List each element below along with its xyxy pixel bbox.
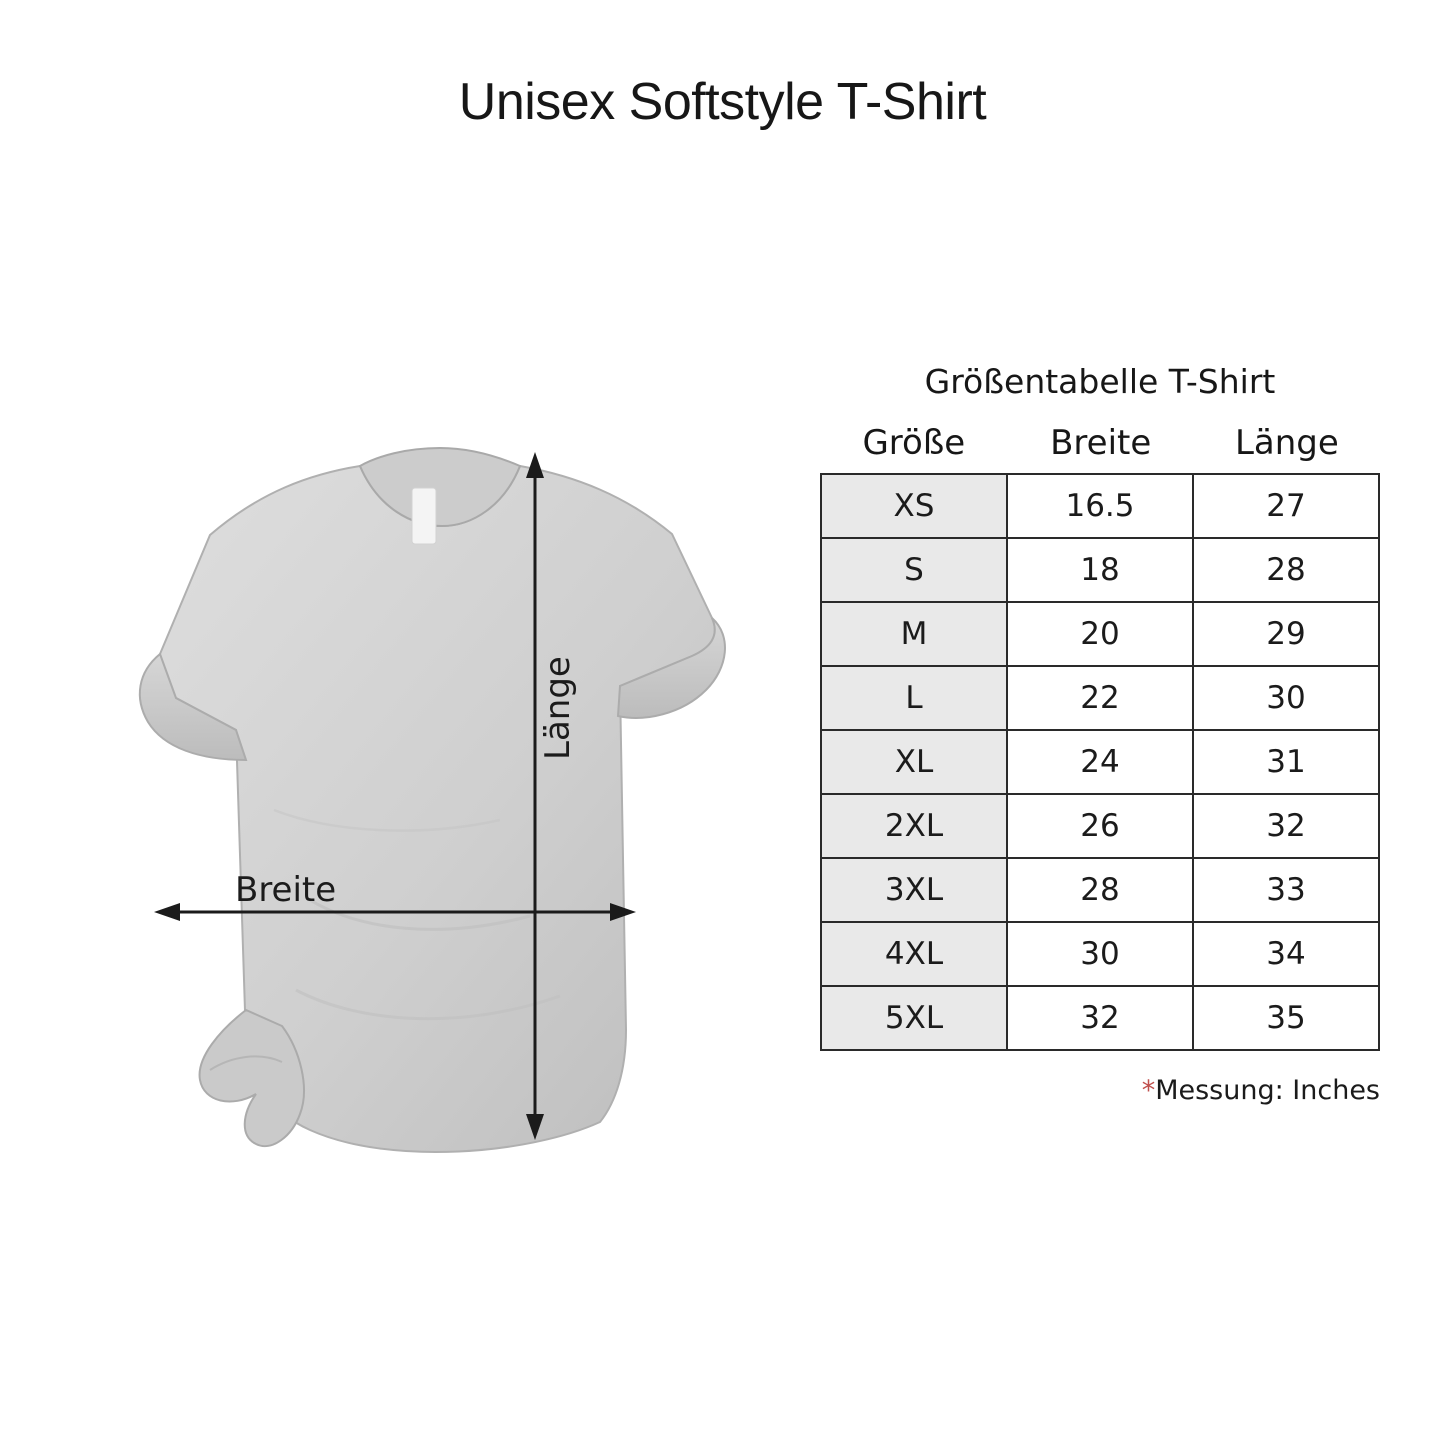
cell-size: S [821, 538, 1007, 602]
page-title: Unisex Softstyle T-Shirt [458, 73, 987, 131]
cell-width: 32 [1007, 986, 1193, 1050]
header-width: Breite [1050, 423, 1152, 463]
cell-width: 24 [1007, 730, 1193, 794]
footnote-asterisk: * [1141, 1075, 1156, 1106]
cell-size: L [821, 666, 1007, 730]
measurement-footnote [820, 1075, 1380, 1106]
cell-length: 34 [1193, 922, 1379, 986]
table-row [821, 858, 1379, 922]
size-chart-table [820, 473, 1380, 1051]
table-row [821, 538, 1379, 602]
cell-width: 18 [1007, 538, 1193, 602]
footnote-text: Messung: Inches [1155, 1075, 1380, 1106]
cell-width: 16.5 [1007, 474, 1193, 538]
cell-length: 32 [1193, 794, 1379, 858]
cell-length: 35 [1193, 986, 1379, 1050]
table-row [821, 474, 1379, 538]
table-row [821, 602, 1379, 666]
header-size: Größe [862, 423, 966, 463]
table-row [821, 922, 1379, 986]
cell-width: 22 [1007, 666, 1193, 730]
cell-size: 2XL [821, 794, 1007, 858]
header-length: Länge [1234, 423, 1339, 463]
tshirt-illustration-svg [60, 430, 740, 1190]
size-chart-caption: Größentabelle T-Shirt [924, 362, 1276, 401]
size-chart-block [820, 362, 1380, 1106]
width-label: Breite [235, 870, 337, 910]
length-label: Länge [538, 656, 578, 760]
cell-width: 28 [1007, 858, 1193, 922]
table-row [821, 794, 1379, 858]
cell-length: 28 [1193, 538, 1379, 602]
cell-length: 33 [1193, 858, 1379, 922]
cell-width: 26 [1007, 794, 1193, 858]
cell-size: XL [821, 730, 1007, 794]
cell-length: 31 [1193, 730, 1379, 794]
cell-length: 27 [1193, 474, 1379, 538]
size-chart-header-row [820, 423, 1380, 463]
cell-size: M [821, 602, 1007, 666]
cell-length: 30 [1193, 666, 1379, 730]
cell-width: 20 [1007, 602, 1193, 666]
table-row [821, 730, 1379, 794]
cell-size: XS [821, 474, 1007, 538]
tshirt-figure [60, 430, 740, 1190]
cell-size: 4XL [821, 922, 1007, 986]
table-row [821, 666, 1379, 730]
shirt-neck-label [412, 488, 436, 544]
cell-length: 29 [1193, 602, 1379, 666]
cell-size: 5XL [821, 986, 1007, 1050]
cell-size: 3XL [821, 858, 1007, 922]
table-row [821, 986, 1379, 1050]
cell-width: 30 [1007, 922, 1193, 986]
